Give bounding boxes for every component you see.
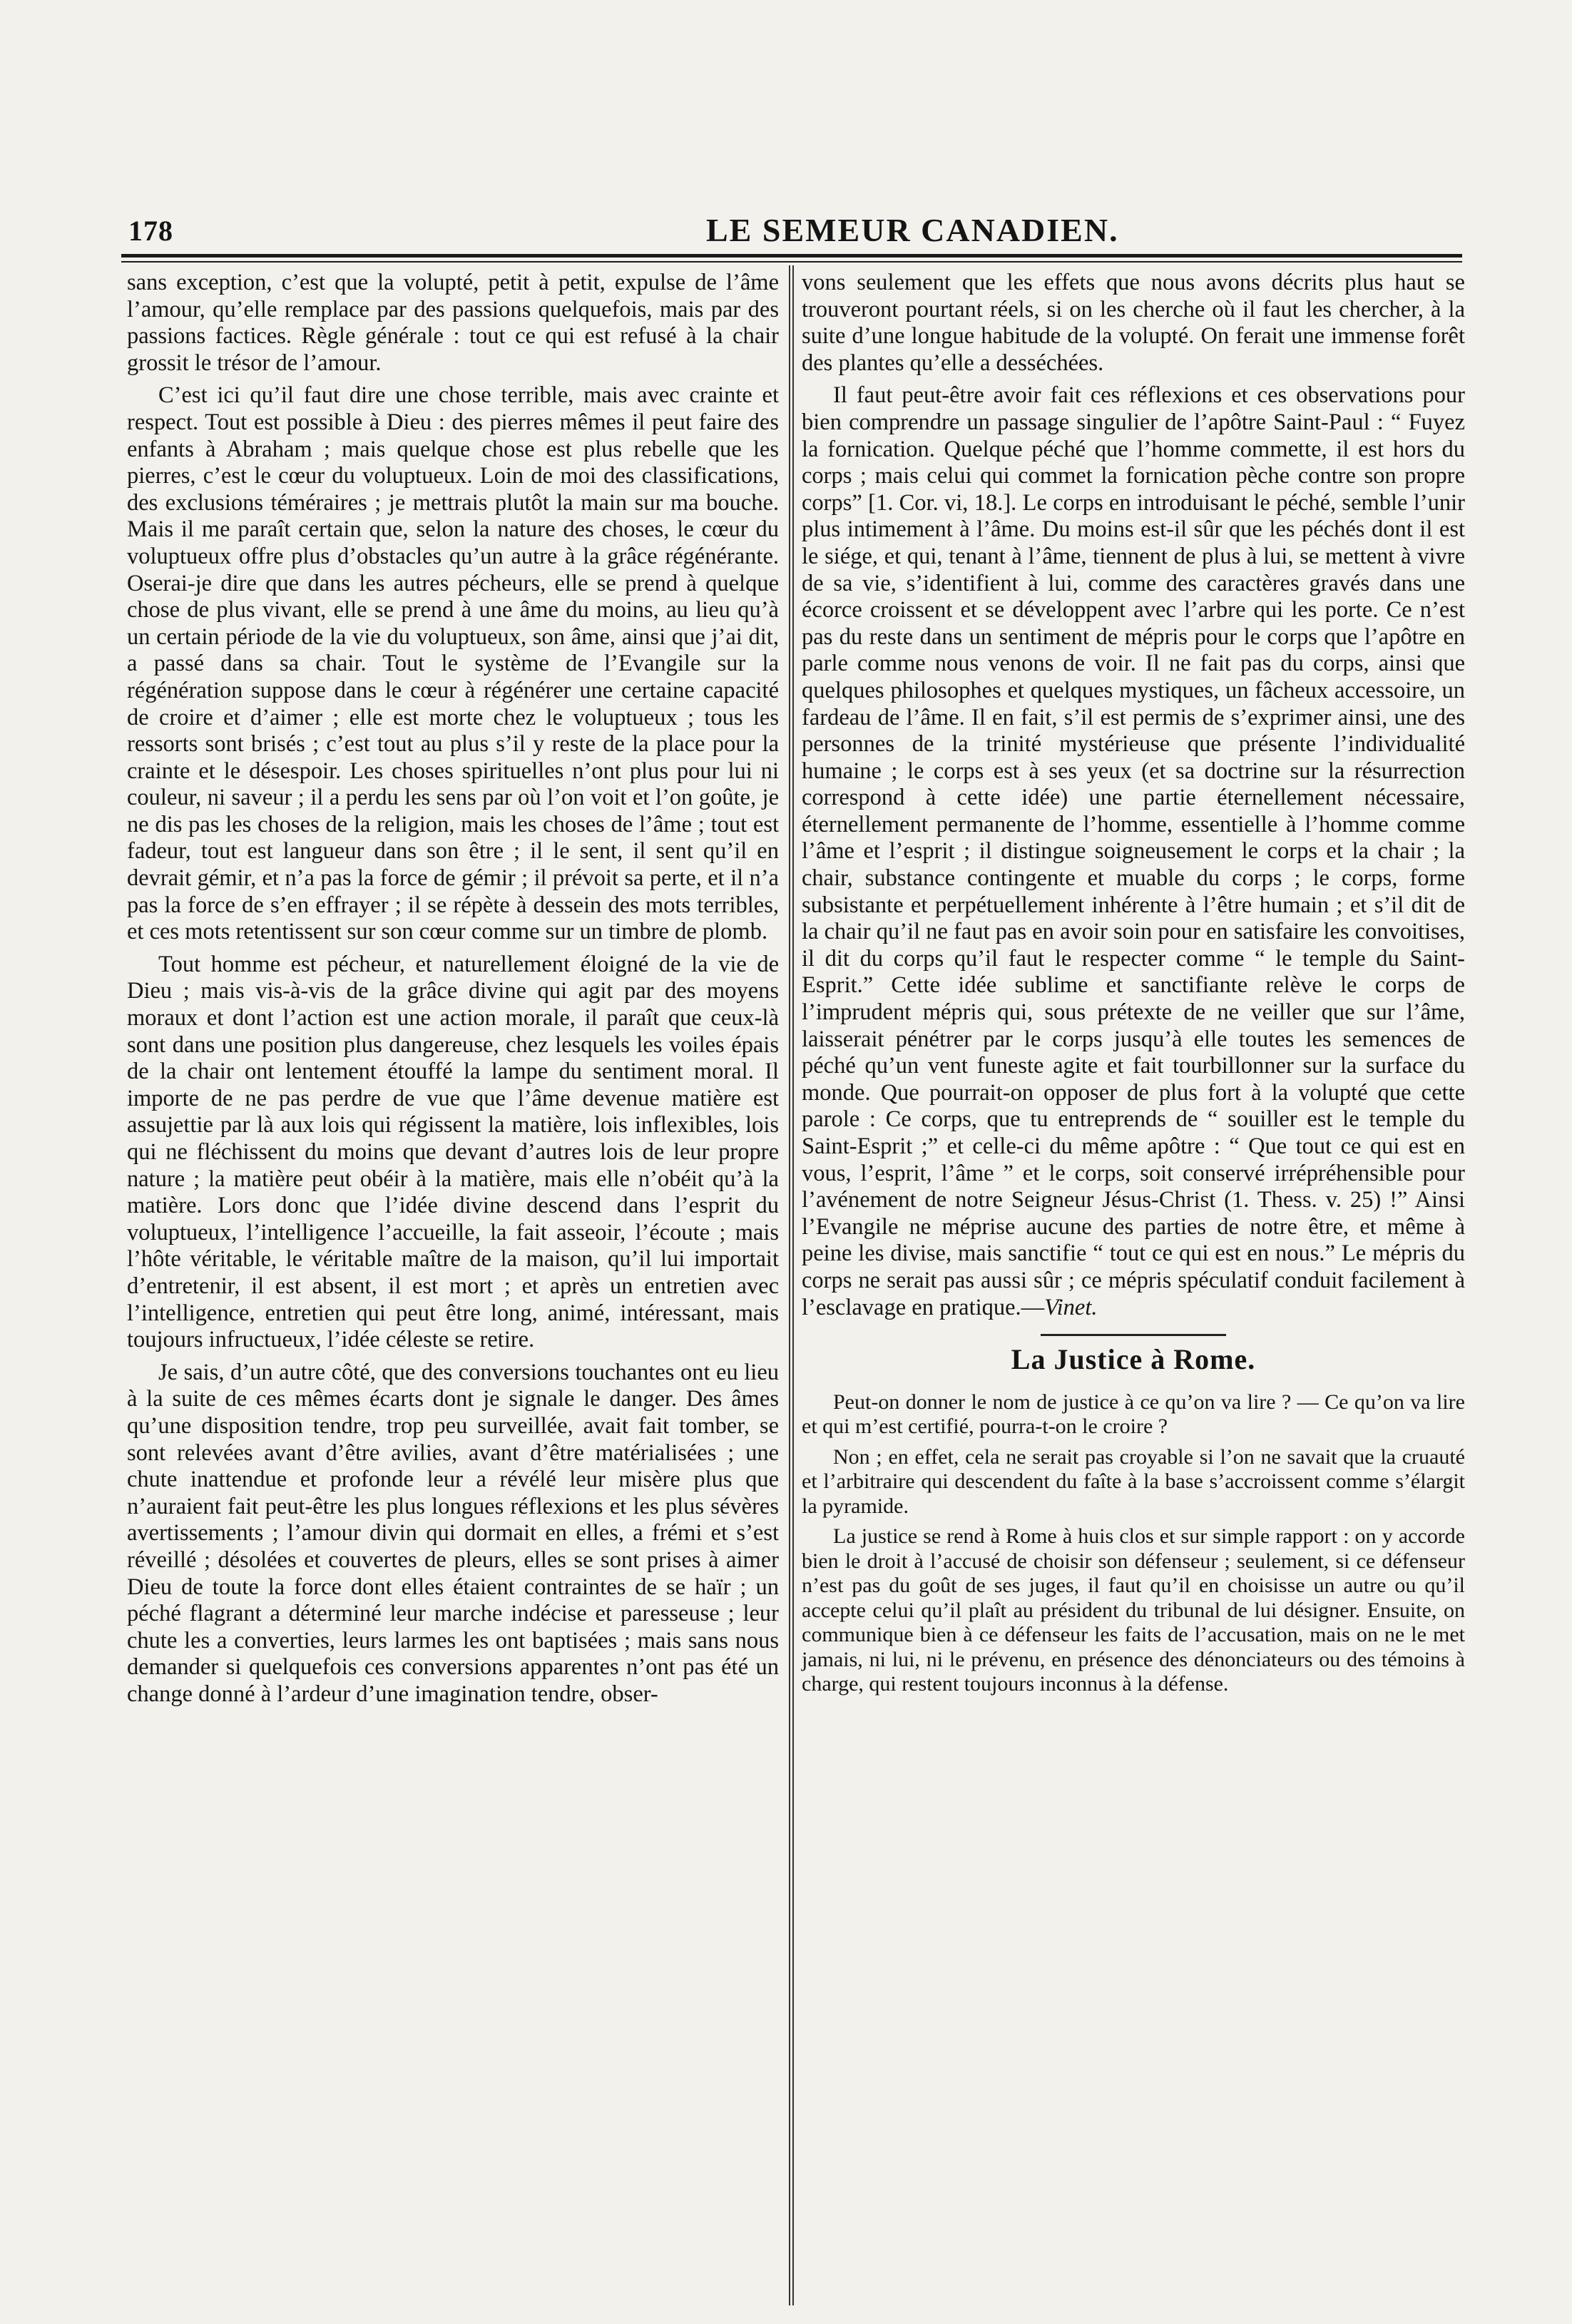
paragraph-with-signature [802,382,1465,1321]
paragraph: Tout homme est pécheur, et naturellement éloigné de la vie de Dieu ; mais vis-à-vis de la grâce divine qui agit par des moyens moraux et dont l’action est une action morale, il paraît que ceux-là sont dans une position plus dangereuse, chez lesquels les voiles épais de la chair ont lentement étouffé la lampe du sentiment moral. Il importe de ne pas perdre de vue que l’âme devenue matière est assujettie par là aux lois qui régissent la matière, lois inflexibles, lois qui ne fléchissent du moins que devant d’autres lois de leur propre nature ; la matière peut obéir à la matière, mais elle n’obéit qu’à la matière. Lors donc que l’idée divine descend dans l’esprit du voluptueux, l’intelligence l’accueille, la fait asseoir, l’écoute ; mais l’hôte véritable, le véritable maître de la maison, qu’il lui importait d’entretenir, il est absent, il est mort ; et après un entretien avec l’intelligence, entretien qui peut être long, animé, intéressant, mais toujours infructueux, l’idée céleste se retire. [127,951,779,1353]
paragraph: C’est ici qu’il faut dire une chose terrible, mais avec crainte et respect. Tout est possible à Dieu : des pierres mêmes il peut faire des enfants à Abraham ; mais quelque chose est plus rebelle que les pierres, c’est le cœur du voluptueux. Loin de moi des classifications, des exclusions téméraires ; je mettrais plutôt la main sur ma bouche. Mais il me paraît certain que, selon la nature des choses, le cœur du voluptueux offre plus d’obstacles qu’un autre à la grâce régénérante. Oserai-je dire que dans les autres pécheurs, elle se prend à quelque chose de plus vivant, elle se prend à une âme du moins, au lieu qu’à un certain période de la vie du voluptueux, son âme, ainsi que j’ai dit, a passé dans sa chair. Tout le système de l’Evangile sur la régénération suppose dans le cœur à régénérer une certaine capacité de croire et d’aimer ; elle est morte chez le voluptueux ; tous les ressorts sont brisés ; c’est tout au plus s’il y reste de la place pour la crainte et le désespoir. Les choses spirituelles n’ont plus pour lui ni couleur, ni saveur ; il a perdu les sens par où l’on voit et l’on goûte, je ne dis pas les choses de la religion, mais les choses de l’âme ; tout est fadeur, tout est langueur dans son être ; il le sent, il sent qu’il en devrait gémir, et n’a pas la force de gémir ; il prévoit sa perte, et il n’a pas la force de s’en effrayer ; il se répète à dessein des mots terribles, et ces mots retentissent sur son cœur comme sur un timbre de plomb. [127,382,779,945]
left-column [127,270,779,1708]
paragraph: Peut-on donner le nom de justice à ce qu’on va lire ? — Ce qu’on va lire et qui m’est certifié, pourra-t-on le croire ? [802,1390,1465,1439]
page-number: 178 [128,215,173,247]
author-signature: Vinet. [1044,1294,1098,1320]
paragraph: sans exception, c’est que la volupté, petit à petit, expulse de l’âme l’amour, qu’elle remplace par des passions quelquefois, mais par des passions factices. Règle générale : tout ce qui est refusé à la chair grossit le trésor de l’amour. [127,270,779,376]
article-title: La Justice à Rome. [1011,1343,1256,1376]
masthead-title: LE SEMEUR CANADIEN. [706,212,1119,248]
paragraph: Non ; en effet, cela ne serait pas croyable si l’on ne savait que la cruauté et l’arbitraire qui descendent du faîte à la base s’accroissent comme s’élargit la pyramide. [802,1444,1465,1518]
header-rule-thin [121,261,1462,263]
article-body [802,1390,1465,1697]
paragraph: La justice se rend à Rome à huis clos et sur simple rapport : on y accorde bien le droit à l’accusé de choisir son défenseur ; seulement, si ce défenseur n’est pas du goût de ses juges, il faut qu’il en choisisse un autre ou qu’il accepte celui qu’il plaît au président du tribunal de lui désigner. Ensuite, on communique bien à ce défenseur les faits de l’accusation, mais on ne le met jamais, ni lui, ni le prévenu, en présence des dénonciateurs ou des témoins à charge, qui restent toujours inconnus à la défense. [802,1524,1465,1696]
paragraph: Je sais, d’un autre côté, que des conversions touchantes ont eu lieu à la suite de ces mêmes écarts dont je signale le danger. Des âmes qu’une disposition tendre, trop peu surveillée, avait fait tomber, se sont relevées avant d’être avilies, avant d’être matérialisées ; une chute inattendue et profonde leur a révélé leur misère plus que n’auraient fait peut-être les plus longues réflexions et les plus sévères avertissements ; l’amour divin qui dormait en elles, a frémi et s’est réveillé ; désolées et couvertes de pleurs, elles se sont prises à aimer Dieu de toute la force dont elles étaient contraintes de se haïr ; un péché flagrant a déterminé leur marche indécise et paresseuse ; leur chute les a converties, leurs larmes les ont baptisées ; mais sans nous demander si quelquefois ces conversions apparentes n’ont pas été un change donné à l’ardeur d’une imagination tendre, obser- [127,1359,779,1707]
paragraph-text: Il faut peut-être avoir fait ces réflexions et ces observations pour bien comprendre un passage singulier de l’apôtre Saint-Paul : “ Fuyez la fornication. Quelque péché que l’homme commette, il est hors du corps ; mais celui qui commet la fornication pèche contre son propre corps” [1. Cor. vi, 18.]. Le corps en introduisant le péché, semble l’unir plus intimement à l’âme. Du moins est-il sûr que les péchés dont il est le siége, et qui, tenant à l’âme, tiennent de plus à lui, se mettent à vivre de sa vie, s’identifient à lui, comme des caractères gravés dans une écorce croissent et se développent avec l’arbre qui les porte. Ce n’est pas du reste dans un sentiment de mépris pour le corps que l’apôtre en parle comme nous venons de voir. Il ne fait pas du corps, ainsi que quelques philosophes et quelques mystiques, un fâcheux accessoire, un fardeau de l’âme. Il en fait, s’il est permis de s’exprimer ainsi, une des personnes de la trinité mystérieuse que présente l’individualité humaine ; le corps est à ses yeux (et sa doctrine sur la résurrection correspond à cette idée) une partie éternellement nécessaire, éternellement permanente de l’homme, essentielle à l’homme comme l’âme et l’esprit ; il distingue soigneusement le corps et la chair ; la chair, substance contingente et muable du corps ; le corps, forme subsistante et perpétuellement inhérente à l’être humain ; et s’il dit de la chair qu’il ne faut pas en avoir soin pour en satisfaire les convoitises, il dit du corps qu’il faut le respecter comme “ le temple du Saint-Esprit.” Cette idée sublime et sanctifiante relève le corps de l’imprudent mépris qui, sous prétexte de ne veiller que sur l’âme, laisserait pénétrer par le corps jusqu’à elle toutes les semences de péché qu’un vent funeste agite et fait tourbillonner sur la surface du monde. Que pourrait-on opposer de plus fort à la volupté que cette parole : Ce corps, que tu entreprends de “ souiller est le temple du Saint-Esprit ;” et celle-ci du même apôtre : “ Que tout ce qui est en vous, l’esprit, l’âme ” et le corps, soit conservé irrépréhensible pour l’avénement de notre Seigneur Jésus-Christ (1. Thess. v. 25) !” Ainsi l’Evangile ne méprise aucune des parties de notre être, et même à peine les divise, mais sanctifie “ tout ce qui est en nous.” Le mépris du corps ne serait pas aussi sûr ; ce mépris spéculatif conduit facilement à l’esclavage en pratique.— [802,382,1465,1320]
paragraph: vons seulement que les effets que nous avons décrits plus haut se trouveront pourtant réels, si on les cherche où il faut les chercher, à la suite d’une longue habitude de la volupté. On ferait une immense forêt des plantes qu’elle a desséchées. [802,270,1465,376]
right-column [802,270,1465,1697]
page-header [121,211,1462,251]
header-rule-thick [121,254,1462,258]
column-divider [789,265,794,2305]
article-separator [1041,1334,1226,1336]
